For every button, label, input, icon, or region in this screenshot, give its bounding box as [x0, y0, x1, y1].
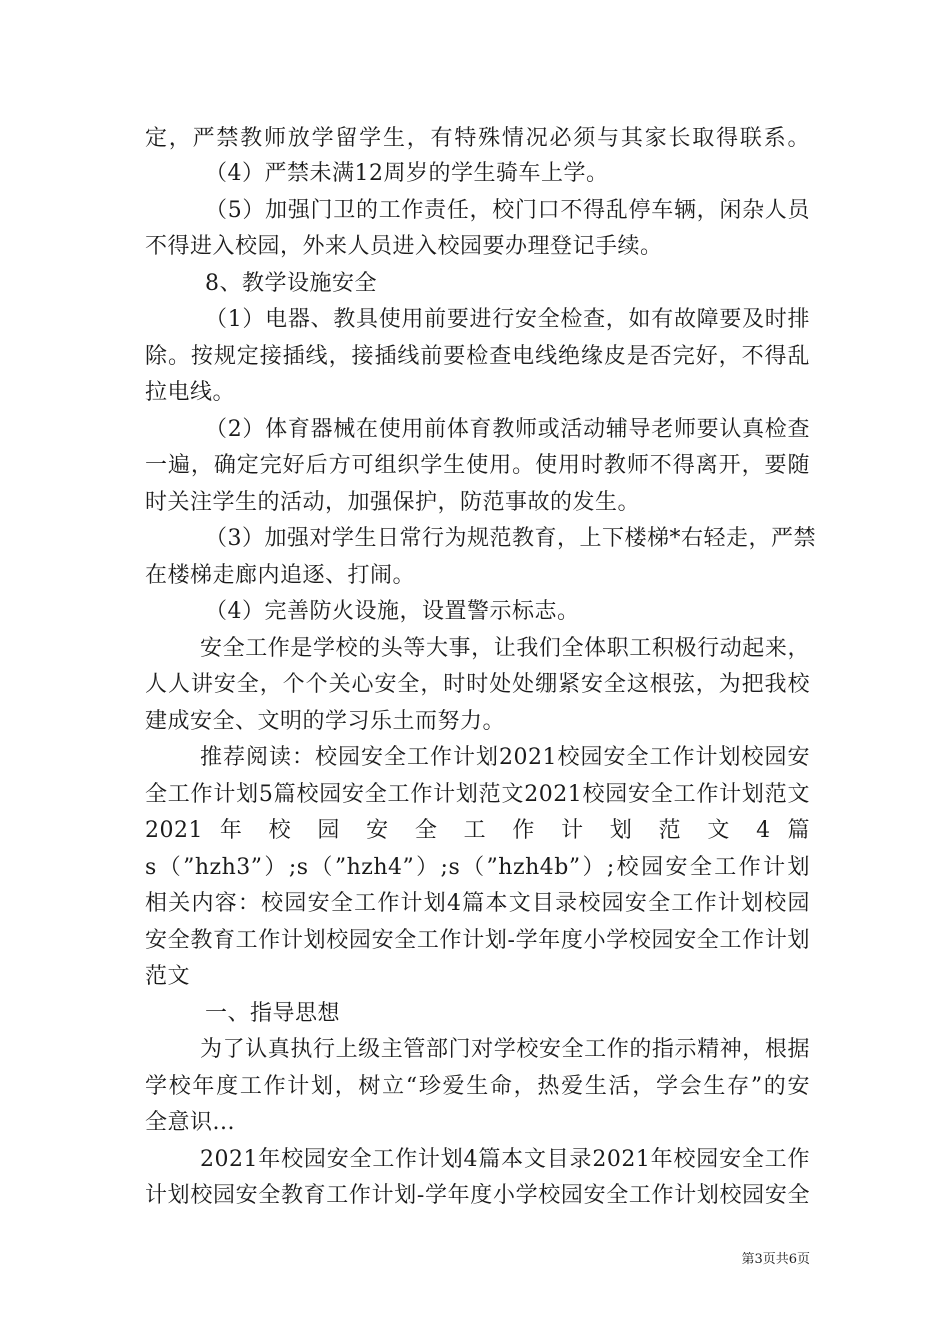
text-line: 全意识...: [145, 1110, 235, 1135]
text-line: 范文: [145, 964, 191, 989]
text-line: s（”hzh3”）;s（”hzh4”）;s（”hzh4b”）;校园安全工作计划: [145, 855, 810, 880]
text-line: （3）加强对学生日常行为规范教育，上下楼梯*右轻走，严禁: [205, 526, 816, 551]
text-line: 安全工作是学校的头等大事，让我们全体职工积极行动起来，: [200, 636, 810, 661]
text-line: （4）完善防火设施，设置警示标志。: [205, 599, 580, 624]
page-number: 第3页共6页: [741, 1252, 810, 1267]
text-line: 学校年度工作计划，树立“珍爱生命，热爱生活，学会生存”的安: [145, 1074, 810, 1099]
text-line: 不得进入校园，外来人员进入校园要办理登记手续。: [145, 234, 663, 259]
text-line: 相关内容：校园安全工作计划4篇本文目录校园安全工作计划校园: [145, 891, 810, 916]
text-line: 2021年校园安全工作计划4篇本文目录2021年校园安全工作: [200, 1147, 810, 1172]
section-heading: 8、教学设施安全: [205, 271, 377, 296]
text-line: （2）体育器械在使用前体育教师或活动辅导老师要认真检查: [205, 417, 810, 442]
text-line: 为了认真执行上级主管部门对学校安全工作的指示精神，根据: [200, 1037, 810, 1062]
text-line: 推荐阅读：校园安全工作计划2021校园安全工作计划校园安: [200, 745, 810, 770]
text-line: （1）电器、教具使用前要进行安全检查，如有故障要及时排: [205, 307, 810, 332]
text-line: 建成安全、文明的学习乐土而努力。: [145, 709, 506, 734]
text-line: 全工作计划5篇校园安全工作计划范文2021校园安全工作计划范文: [145, 782, 810, 807]
section-heading: 一、指导思想: [205, 1001, 341, 1026]
text-line: 一遍，确定完好后方可组织学生使用。使用时教师不得离开，要随: [145, 453, 810, 478]
text-line: 安全教育工作计划校园安全工作计划-学年度小学校园安全工作计划: [145, 928, 810, 953]
text-line: 2021 年 校 园 安 全 工 作 计 划 范 文 4 篇: [145, 818, 810, 843]
text-line: 计划校园安全教育工作计划-学年度小学校园安全工作计划校园安全: [145, 1183, 810, 1208]
text-line: 拉电线。: [145, 380, 236, 405]
text-line: 时关注学生的活动，加强保护，防范事故的发生。: [145, 490, 641, 515]
text-line: 在楼梯走廊内追逐、打闹。: [145, 563, 416, 588]
text-line: （4）严禁未满12周岁的学生骑车上学。: [205, 161, 609, 186]
text-line: 定，严禁教师放学留学生，有特殊情况必须与其家长取得联系。: [145, 126, 810, 151]
text-line: 人人讲安全，个个关心安全，时时处处绷紧安全这根弦，为把我校: [145, 672, 810, 697]
text-line: 除。按规定接插线，接插线前要检查电线绝缘皮是否完好，不得乱: [145, 344, 810, 369]
text-line: （5）加强门卫的工作责任，校门口不得乱停车辆，闲杂人员: [205, 198, 810, 223]
